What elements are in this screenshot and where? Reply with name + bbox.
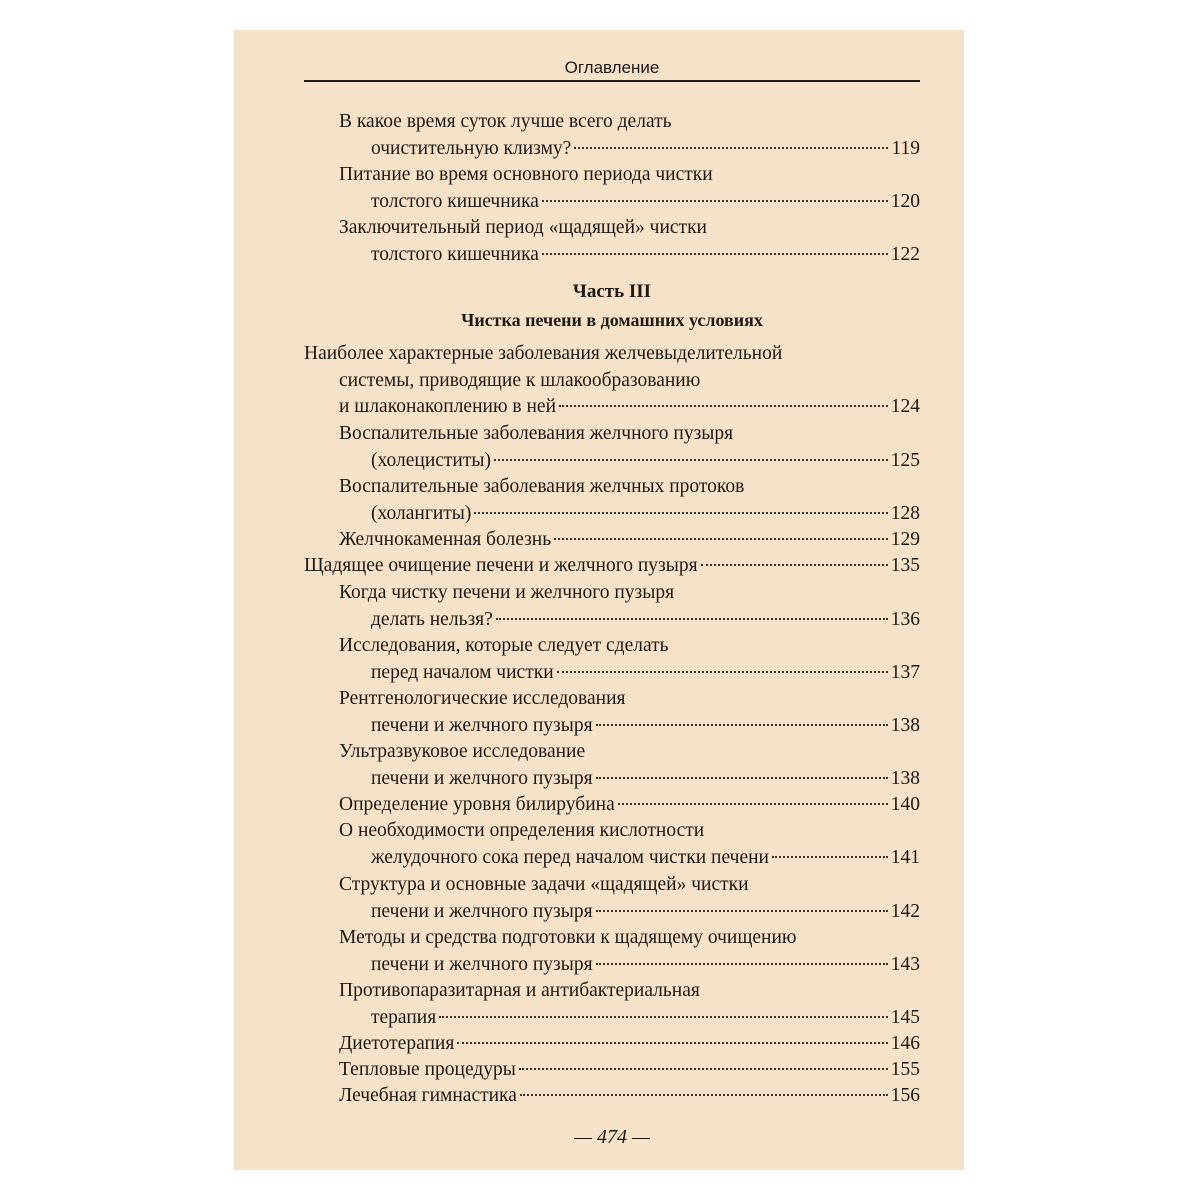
toc-entry-last-line <box>371 136 920 162</box>
toc-entry-text: О необходимости определения кислотности <box>339 820 705 841</box>
toc-entry-last-line <box>371 766 920 792</box>
toc-page-number: 138 <box>890 767 920 789</box>
toc-entry-text: Определение уровня билирубина <box>339 794 615 815</box>
toc-entry-last-line <box>339 1031 920 1057</box>
toc-entry-text: (холангиты) <box>371 502 472 524</box>
toc-entry-text: Методы и средства подготовки к щадящему очищению <box>339 927 797 948</box>
toc-page-number: 128 <box>890 502 920 524</box>
toc-entry-text: Воспалительные заболевания желчного пузыря <box>339 423 734 444</box>
toc-page-number: 122 <box>890 243 920 265</box>
toc-entry-last-line <box>339 1083 920 1109</box>
toc-entry-line <box>304 341 782 367</box>
toc-entry-line <box>339 580 674 606</box>
dot-leader <box>439 1016 888 1018</box>
toc-entry-last-line <box>371 242 920 268</box>
dot-leader <box>559 405 888 407</box>
dot-leader <box>496 618 888 620</box>
toc-entry-line <box>339 633 669 659</box>
toc-entry-line <box>339 109 672 135</box>
toc-entry-last-line <box>371 501 920 527</box>
part-subtitle: Чистка печени в домашних условиях <box>461 310 763 330</box>
toc-entry-last-line <box>371 660 920 686</box>
toc-entry-line <box>339 162 713 188</box>
toc-entry-line <box>339 474 744 500</box>
dot-leader <box>519 1068 888 1070</box>
dot-leader <box>596 724 888 726</box>
toc-page-number: 125 <box>890 449 920 471</box>
dot-leader <box>457 1042 887 1044</box>
toc-entry-line <box>339 925 796 951</box>
toc-entry-text: очистительную клизму? <box>371 137 572 159</box>
toc-page-number: 142 <box>890 900 920 922</box>
toc-entry-last-line <box>371 952 920 978</box>
toc-entry-text: Структура и основные задачи «щадящей» чистки <box>339 874 749 895</box>
toc-page-number: 129 <box>890 529 920 550</box>
table-of-contents <box>234 30 964 1170</box>
page-number: — 474 — <box>574 1126 650 1148</box>
toc-entry-last-line <box>339 394 920 420</box>
toc-entry-text: Ультразвуковое исследование <box>339 741 586 762</box>
toc-entry-text: Воспалительные заболевания желчных протоков <box>339 476 745 497</box>
dot-leader <box>557 671 888 673</box>
toc-entry-last-line <box>371 899 920 925</box>
toc-page-number: 137 <box>890 661 920 683</box>
toc-entry-text: (холециститы) <box>371 449 491 471</box>
dot-leader <box>618 803 888 805</box>
toc-entry-text: печени и желчного пузыря <box>371 714 593 736</box>
toc-entry-line <box>339 421 733 447</box>
toc-entry-text: терапия <box>371 1006 437 1028</box>
toc-entry-text: печени и желчного пузыря <box>371 900 593 922</box>
toc-entry-text: Щадящее очищение печени и желчного пузыря <box>304 555 698 576</box>
toc-entry-text: толстого кишечника <box>371 190 539 212</box>
toc-entry-text: перед началом чистки <box>371 661 554 683</box>
toc-entry-last-line <box>371 448 920 474</box>
toc-entry-last-line <box>339 1057 920 1083</box>
part-title: Часть III <box>572 281 652 302</box>
dot-leader <box>494 459 888 461</box>
toc-entry-line <box>339 872 749 898</box>
toc-page-number: 120 <box>890 190 920 212</box>
toc-entry-text: Заключительный период «щадящей» чистки <box>339 217 707 238</box>
dot-leader <box>701 564 888 566</box>
toc-page-number: 145 <box>890 1006 920 1028</box>
toc-entry-text: Лечебная гимнастика <box>339 1085 517 1106</box>
toc-entry-text: Диетотерапия <box>339 1033 455 1054</box>
toc-entry-text: Тепловые процедуры <box>339 1059 516 1080</box>
toc-entry-line <box>339 368 700 394</box>
toc-entry-last-line <box>339 527 920 553</box>
dot-leader <box>574 147 888 149</box>
toc-entry-text: толстого кишечника <box>371 243 539 265</box>
toc-page-number: 155 <box>890 1059 920 1080</box>
toc-entry-text: печени и желчного пузыря <box>371 953 593 975</box>
dot-leader <box>520 1094 888 1096</box>
toc-entry-text: В какое время суток лучше всего делать <box>339 111 672 132</box>
toc-page-number: 146 <box>890 1033 920 1054</box>
toc-entry-text: Наиболее характерные заболевания желчевыделительной <box>304 343 783 364</box>
dot-leader <box>596 963 888 965</box>
toc-entry-line <box>339 686 625 712</box>
dot-leader <box>596 777 888 779</box>
toc-page-number: 143 <box>890 953 920 975</box>
dot-leader <box>542 200 888 202</box>
toc-entry-line <box>339 818 704 844</box>
toc-entry-text: Питание во время основного периода чистки <box>339 164 713 185</box>
toc-page-number: 124 <box>890 396 920 417</box>
toc-page-number: 141 <box>890 846 920 868</box>
toc-page-number: 119 <box>891 137 920 159</box>
toc-entry-last-line <box>371 607 920 633</box>
toc-page-number: 156 <box>890 1085 920 1106</box>
book-page <box>234 30 964 1170</box>
toc-page-number: 140 <box>890 794 920 815</box>
toc-entry-text: печени и желчного пузыря <box>371 767 593 789</box>
toc-entry-text: желудочного сока перед началом чистки печени <box>371 846 769 868</box>
toc-entry-text: Исследования, которые следует сделать <box>339 635 669 656</box>
dot-leader <box>772 856 888 858</box>
toc-entry-text: Противопаразитарная и антибактериальная <box>339 980 700 1001</box>
toc-entry-text: Желчнокаменная болезнь <box>339 529 552 550</box>
toc-entry-last-line <box>339 792 920 818</box>
toc-entry-line <box>339 978 700 1004</box>
running-header: Оглавление <box>564 58 660 77</box>
dot-leader <box>554 538 888 540</box>
toc-entry-text: Рентгенологические исследования <box>339 688 626 709</box>
toc-entry-text: системы, приводящие к шлакообразованию <box>339 369 701 391</box>
toc-page-number: 135 <box>890 555 920 576</box>
toc-page-number: 136 <box>890 608 920 630</box>
toc-entry-text: делать нельзя? <box>371 608 493 630</box>
dot-leader <box>542 253 888 255</box>
toc-entry-last-line <box>371 845 920 871</box>
toc-entry-line <box>339 739 585 765</box>
toc-entry-text: и шлаконакоплению в ней <box>339 396 557 417</box>
dot-leader <box>596 910 888 912</box>
toc-page-number: 138 <box>890 714 920 736</box>
toc-entry-last-line <box>304 553 920 579</box>
toc-entry-last-line <box>371 713 920 739</box>
toc-entry-last-line <box>371 189 920 215</box>
dot-leader <box>474 512 887 514</box>
toc-entry-text: Когда чистку печени и желчного пузыря <box>339 582 675 603</box>
toc-entry-last-line <box>371 1005 920 1031</box>
toc-entry-line <box>339 215 707 241</box>
